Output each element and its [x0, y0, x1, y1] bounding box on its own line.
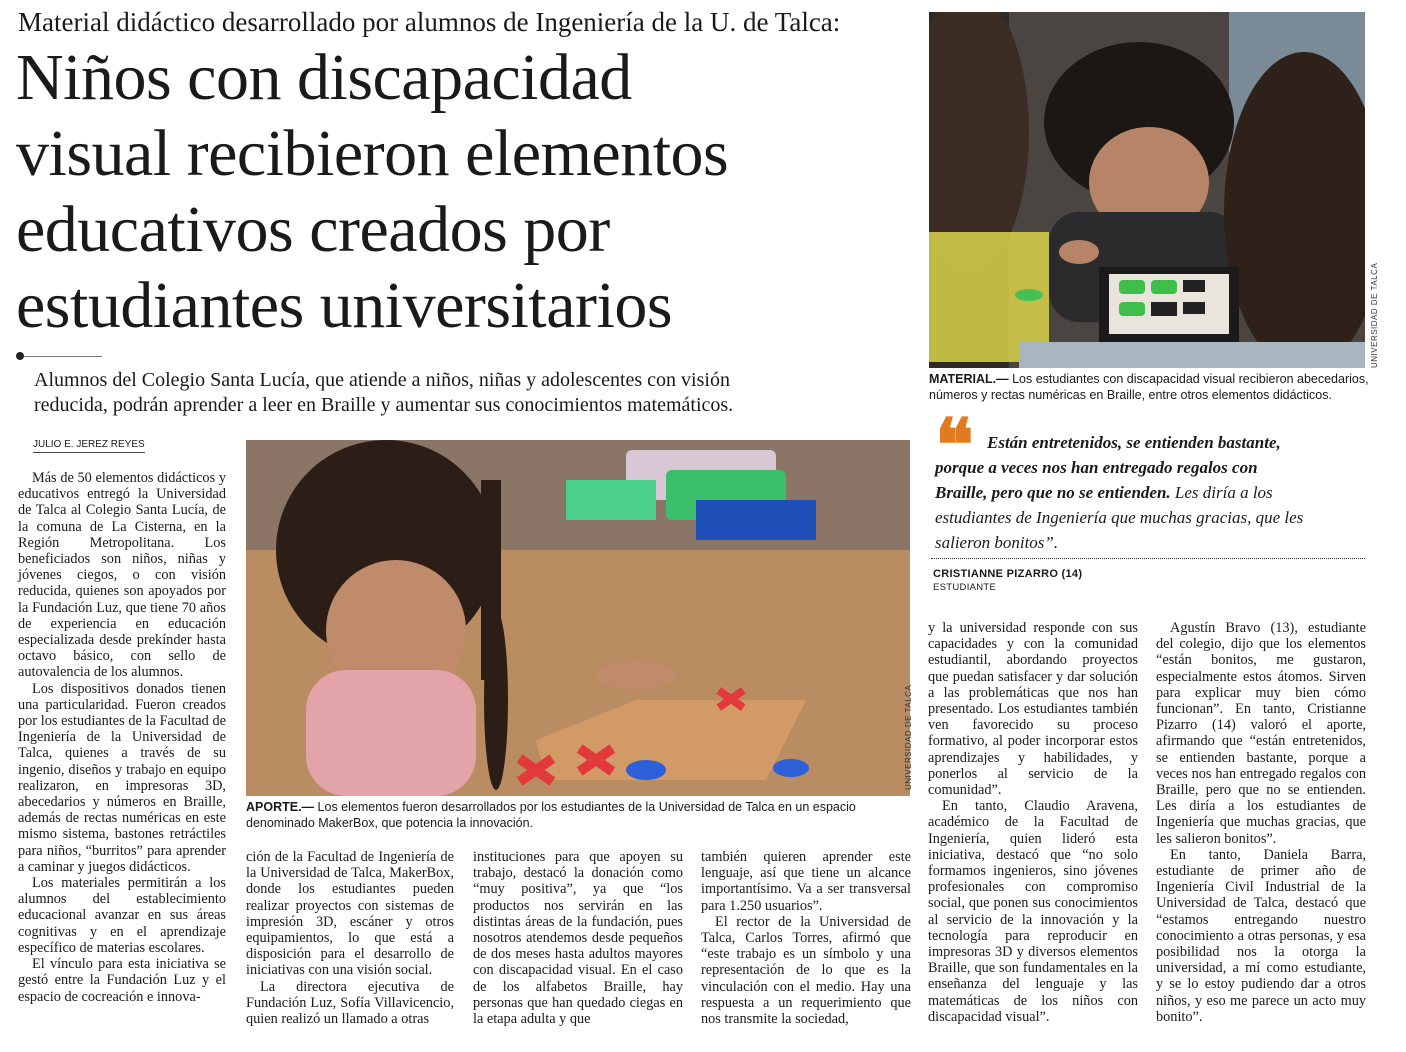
bullet-dot: [16, 352, 24, 360]
quote-author-role: ESTUDIANTE: [933, 582, 997, 593]
paragraph: La directora ejecutiva de Fundación Luz, Sofía Villavicencio, quien realizó un llamado a otras: [246, 978, 454, 1028]
byline: JULIO E. JEREZ REYES: [33, 439, 145, 453]
quote-line: [935, 455, 1375, 480]
headline-line: Niños con discapacidad: [16, 41, 632, 114]
paragraph: Los materiales permitirán a los alumnos del establecimiento educacional avanzar en sus áreas cognitivas y en el aprendizaje específico de materias escolares.: [18, 875, 226, 956]
paragraph: Agustín Bravo (13), estudiante del colegio, dijo que los elementos “están bonitos, me gustaron, especialmente estos átomos. Sirven para explicar muy bien cómo funcionan”. En tanto, Cristianne Pizarro (14) valoró el aporte, afirmando que “están entretenidos, se entienden bastante, porque a veces nos han entregado regalos con Braille, pero que no se entienden. Les diría a los estudiantes de Ingeniería que muchas gracias, que les salieron bonitos”.: [1156, 620, 1366, 847]
paragraph: En tanto, Claudio Aravena, académico de la Facultad de Ingeniería, quien lideró esta iniciativa, destacó que “no solo formamos ingenieros, sino jóvenes profesionales con compromiso social, que ponen sus conocimientos al servicio de la innovación y la tecnología para reproducir en impresoras 3D y diversos elementos Braille, que son fundamentales en la enseñanza del lenguaje y las matemáticas de los niños con discapacidad visual”.: [928, 798, 1138, 1025]
girl-photo-art: [246, 440, 910, 796]
quote-bold: Están entretenidos, se entienden bastante,: [987, 433, 1281, 452]
caption-text: Los estudiantes con discapacidad visual recibieron abecedarios, números y rectas numéricas en Braille, entre otros elementos didácticos.: [929, 372, 1369, 402]
headline: [16, 40, 916, 344]
headline-line: estudiantes universitarios: [16, 269, 673, 342]
quote-line: [935, 430, 1375, 455]
paragraph: ción de la Facultad de Ingeniería de la Universidad de Talca, MakerBox, donde los estudiantes pueden realizar proyectos con sistemas de impresión 3D, escáner y otros equipamientos, lo que está a disposición para el desarrollo de iniciativas con una visión social.: [246, 849, 454, 979]
students-photo: [929, 12, 1365, 368]
photo-credit: UNIVERSIDAD DE TALCA: [904, 684, 913, 790]
students-photo-art: [929, 12, 1365, 368]
quote-bold: Braille, pero que no se entienden.: [935, 483, 1171, 502]
lede-line: reducida, podrán aprender a leer en Braille y aumentar sus conocimientos matemáticos.: [34, 394, 734, 416]
body-column-6: [1156, 620, 1366, 1025]
caption-text: Los elementos fueron desarrollados por los estudiantes de la Universidad de Talca en un espacio denominado MakerBox, que potencia la innovación.: [246, 800, 856, 830]
quote-normal: Les diría a los: [1170, 483, 1273, 502]
paragraph: instituciones para que apoyen su trabajo, destacó la donación como “muy positiva”, ya que “los productos nos servirán en las distintas áreas de la fundación, pues nosotros atendemos desde pequeños de dos meses hasta adultos mayores con discapacidad visual. En el caso de los alfabetos Braille, hay personas que han quedado ciegas en la etapa adulta y que: [473, 849, 683, 1028]
kicker: Material didáctico desarrollado por alumnos de Ingeniería de la U. de Talca:: [18, 7, 841, 37]
caption-label: MATERIAL.—: [929, 372, 1009, 386]
divider-line: [24, 356, 102, 357]
lede-line: Alumnos del Colegio Santa Lucía, que atiende a niños, niñas y adolescentes con visión: [34, 369, 730, 391]
quote-line: [935, 505, 1375, 530]
photo-caption: [246, 799, 910, 831]
paragraph: Más de 50 elementos didácticos y educativos entregó la Universidad de Talca al Colegio Santa Lucía, de la comuna de La Cisterna, en la Región Metropolitana. Los beneficiados son niños, niñas y jóvenes ciegos, o con visión reducida, quienes son apoyados por la Fundación Luz, que tiene 70 años de experiencia en educación especializada desde prekínder hasta octavo básico, con sello de autovalencia de los alumnos.: [18, 470, 226, 681]
paragraph: En tanto, Daniela Barra, estudiante de primer año de Ingeniería Civil Industrial de la Universidad de Talca, destacó que “estamos entregando nuestro conocimiento a otras personas, y esa posibilidad nos la otorga la universidad, a mí como estudiante, y se lo estoy pudiendo dar a otros niños, y eso me parece un acto muy bonito”.: [1156, 846, 1366, 1025]
paragraph: también quieren aprender este lenguaje, así que tiene un alcance importantísimo. Va a ser transversal para 1.250 usuarios”.: [701, 849, 911, 914]
quote-normal: estudiantes de Ingeniería que muchas gracias, que les: [935, 508, 1304, 527]
caption-label: APORTE.—: [246, 800, 315, 814]
girl-photo: [246, 440, 910, 796]
quote-normal: salieron bonitos”.: [935, 533, 1059, 552]
quote-bold: porque a veces nos han entregado regalos con: [935, 458, 1258, 477]
quote-line: [935, 480, 1375, 505]
photo-credit: UNIVERSIDAD DE TALCA: [1370, 262, 1379, 368]
headline-line: visual recibieron elementos: [16, 117, 729, 190]
pull-quote: [935, 430, 1375, 555]
quote-mark-icon: ❝: [935, 406, 974, 486]
body-column-5: [928, 620, 1138, 1025]
quote-author: CRISTIANNE PIZARRO (14): [933, 568, 1083, 580]
headline-line: educativos creados por: [16, 193, 610, 266]
lede: [34, 368, 914, 418]
body-column-2: [246, 849, 454, 1027]
paragraph: y la universidad responde con sus capacidades y con la comunidad estudiantil, abordando proyectos que puedan satisfacer y dar solución a las problemáticas que nos han presentado. Los estudiantes también ven favorecido su proceso formativo, al poder incorporar estos aprendizajes y habilidades, y ponerlos al servicio de la comunidad”.: [928, 620, 1138, 799]
paragraph: El rector de la Universidad de Talca, Carlos Torres, afirmó que “este trabajo es un símbolo y una representación de lo que es la vinculación con el medio. Hay una respuesta a un requerimiento que nos transmite la sociedad,: [701, 913, 911, 1028]
paragraph: Los dispositivos donados tienen una particularidad. Fueron creados por los estudiantes de la Facultad de Ingeniería de la Universidad de Talca, quienes a través de su ingenio, diseños y trabajo en equipo realizaron, en impresoras 3D, abecedarios y números en Braille, además de rectas numéricas en este mismo sistema, bastones retráctiles para niños, “burritos” para aprender a caminar y juegos didácticos.: [18, 680, 226, 875]
photo-caption: [929, 371, 1374, 403]
quote-divider: [931, 558, 1365, 559]
body-column-3: [473, 849, 683, 1027]
body-column-1: [18, 470, 226, 1005]
paragraph: El vínculo para esta iniciativa se gestó entre la Fundación Luz y el espacio de cocreación e innova-: [18, 956, 226, 1005]
quote-line: [935, 530, 1375, 555]
body-column-4: [701, 849, 911, 1027]
